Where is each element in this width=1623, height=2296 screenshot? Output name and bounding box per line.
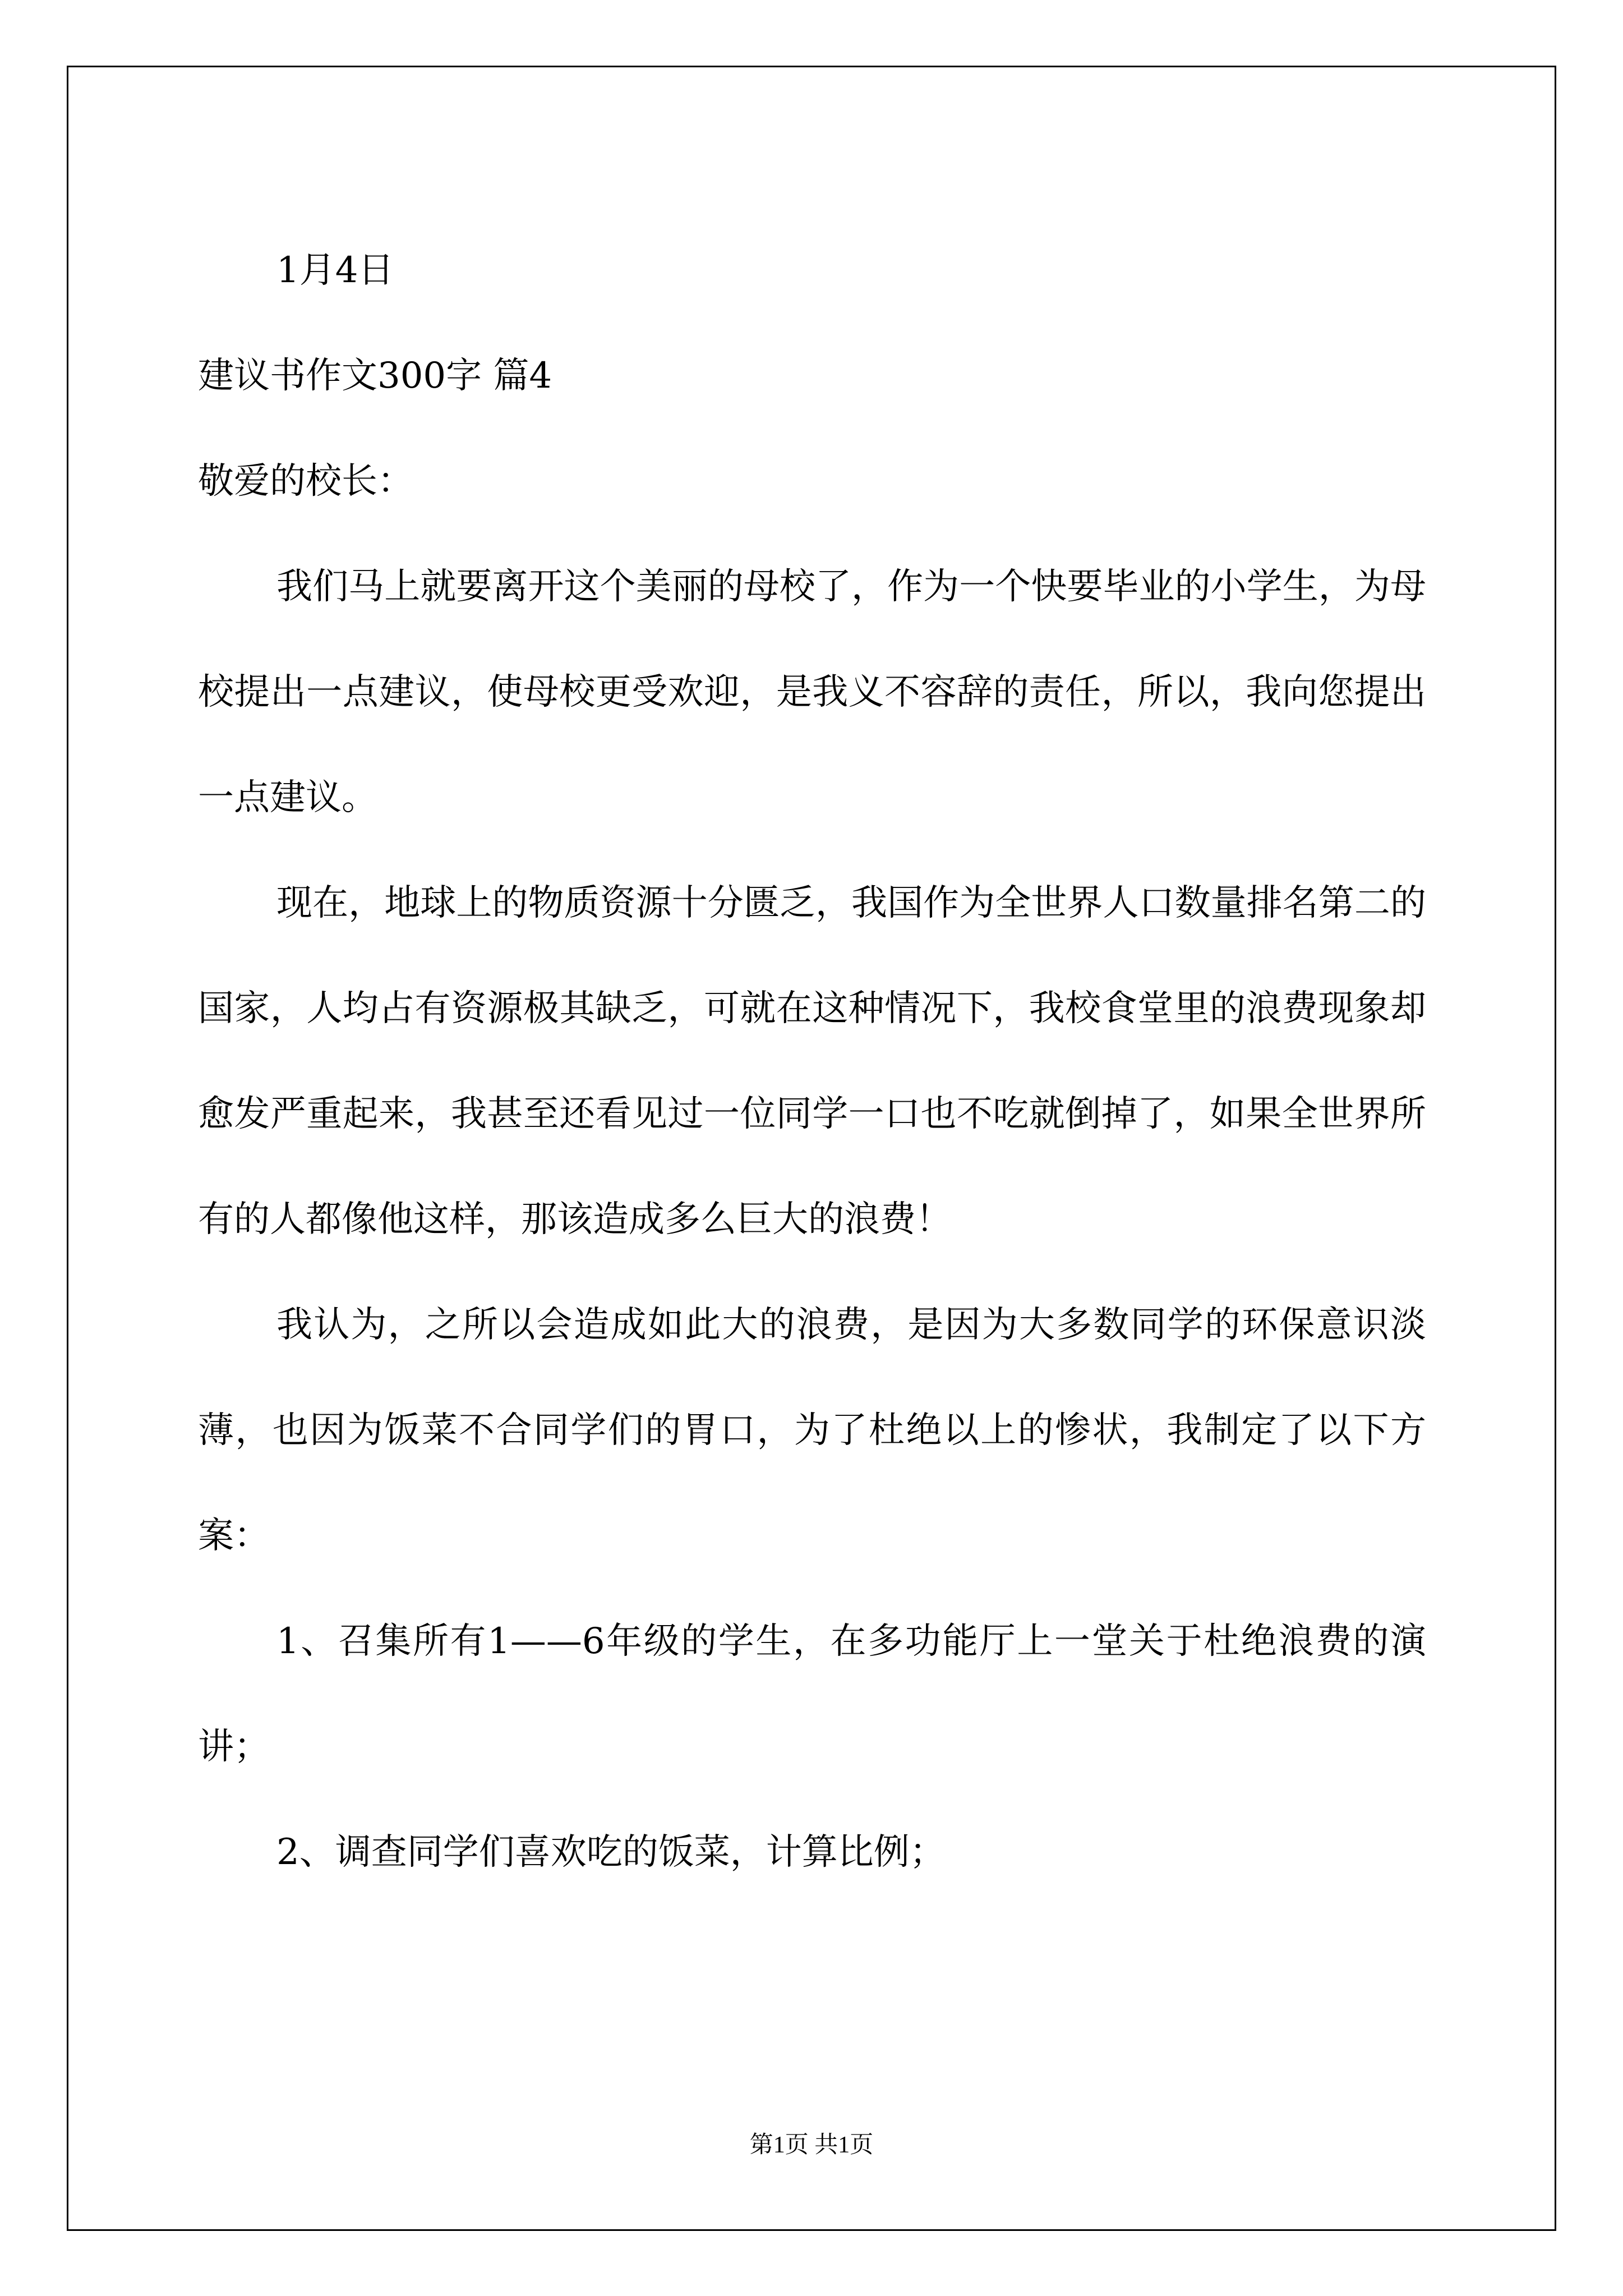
salutation: 敬爱的校长：: [198, 461, 413, 502]
paragraph: 现在，地球上的物质资源十分匮乏，我国作为全世界人口数量排名第二的国家，人均占有资源极其缺乏，可就在这种情况下，我校食堂里的浪费现象却愈发严重起来，我甚至还看见过一位同学一口也不吃就倒掉了，如果全世界所有的人都像他这样，那该造成多么巨大的浪费！: [198, 882, 1426, 1240]
page-footer: 第1页 共1页: [749, 2132, 874, 2158]
paragraph: 我们马上就要离开这个美丽的母校了，作为一个快要毕业的小学生，为母校提出一点建议，使母校更受欢迎，是我义不容辞的责任，所以，我向您提出一点建议。: [198, 566, 1426, 818]
list-item: 1、召集所有1——6年级的学生，在多功能厅上一堂关于杜绝浪费的演讲；: [198, 1621, 1426, 1768]
date-line: 1月4日: [276, 250, 394, 291]
paragraph: 我认为，之所以会造成如此大的浪费，是因为大多数同学的环保意识淡薄，也因为饭菜不合同学们的胃口，为了杜绝以上的惨状，我制定了以下方案：: [198, 1304, 1426, 1557]
list-item: 2、调查同学们喜欢吃的饭菜，计算比例；: [276, 1832, 946, 1873]
document-body: [198, 218, 1426, 1905]
document-title: 建议书作文300字 篇4: [198, 355, 552, 397]
